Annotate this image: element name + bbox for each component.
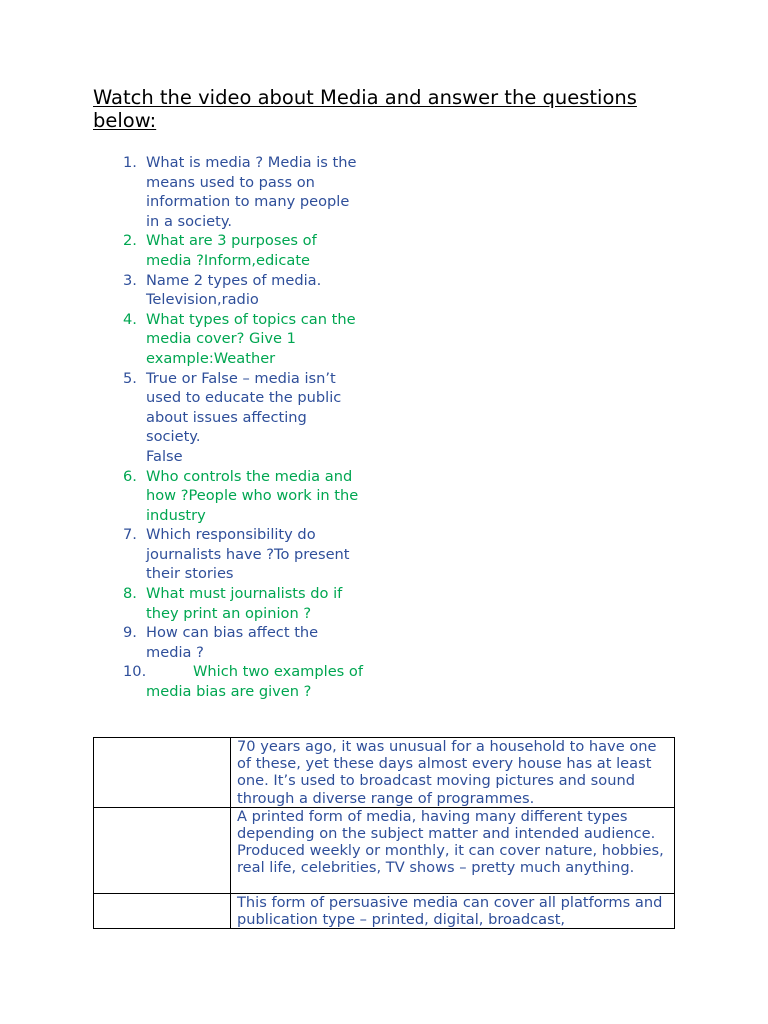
question-item xyxy=(123,623,363,662)
question-number: 8. xyxy=(123,585,137,603)
question-answer: False xyxy=(146,447,183,465)
question-item xyxy=(123,369,363,467)
question-number: 2. xyxy=(123,232,137,250)
question-number: 6. xyxy=(123,467,137,485)
question-number: 3. xyxy=(123,271,137,289)
answer-cell[interactable] xyxy=(94,893,231,928)
question-number: 9. xyxy=(123,624,137,642)
answer-table-container xyxy=(93,737,675,929)
question-item xyxy=(123,525,363,584)
question-item xyxy=(123,271,363,310)
question-number: 10. xyxy=(123,663,147,681)
question-item xyxy=(123,662,363,701)
question-list xyxy=(123,153,363,702)
question-item xyxy=(123,153,363,231)
question-text: What must journalists do if they print an opinion ? xyxy=(146,585,343,622)
question-text: Who controls the media and how ?People who work in the industry xyxy=(146,467,359,524)
description-cell: A printed form of media, having many different types depending on the subject matter and intended audience. Produced weekly or monthly, it can cover nature, hobbies, real life, celebrities, TV shows – pretty much anything. xyxy=(231,807,675,893)
question-item xyxy=(123,584,363,623)
description-cell: 70 years ago, it was unusual for a household to have one of these, yet these days almost every house has at least one. It’s used to broadcast moving pictures and sound through a diverse range of programmes. xyxy=(231,738,675,808)
question-text: Name 2 types of media. Television,radio xyxy=(146,271,322,309)
question-number: 5. xyxy=(123,369,137,387)
table-row xyxy=(94,807,675,893)
table-row xyxy=(94,893,675,928)
question-number: 7. xyxy=(123,526,137,544)
question-item xyxy=(123,467,363,526)
question-number: 1. xyxy=(123,154,137,171)
question-text: What types of topics can the media cover? Give 1 example:Weather xyxy=(146,310,356,367)
page-title: Watch the video about Media and answer the questions below: xyxy=(93,86,637,132)
question-number: 4. xyxy=(123,310,137,328)
question-text: True or False – media isn’t used to educate the public about issues affecting society. xyxy=(146,369,342,446)
question-text: Which two examples of media bias are given ? xyxy=(146,663,363,701)
answer-cell[interactable] xyxy=(94,738,231,808)
question-text: How can bias affect the media ? xyxy=(146,624,319,661)
question-text: What is media ? Media is the means used to pass on information to many people in a society. xyxy=(146,154,357,230)
question-text: What are 3 purposes of media ?Inform,edicate xyxy=(146,232,317,269)
answer-cell[interactable] xyxy=(94,807,231,893)
question-item xyxy=(123,310,363,369)
question-text: Which responsibility do journalists have ?To present their stories xyxy=(146,526,350,583)
answer-table xyxy=(93,737,675,929)
question-item xyxy=(123,231,363,270)
description-cell: This form of persuasive media can cover all platforms and publication type – printed, digital, broadcast, xyxy=(231,893,675,928)
table-row xyxy=(94,738,675,808)
